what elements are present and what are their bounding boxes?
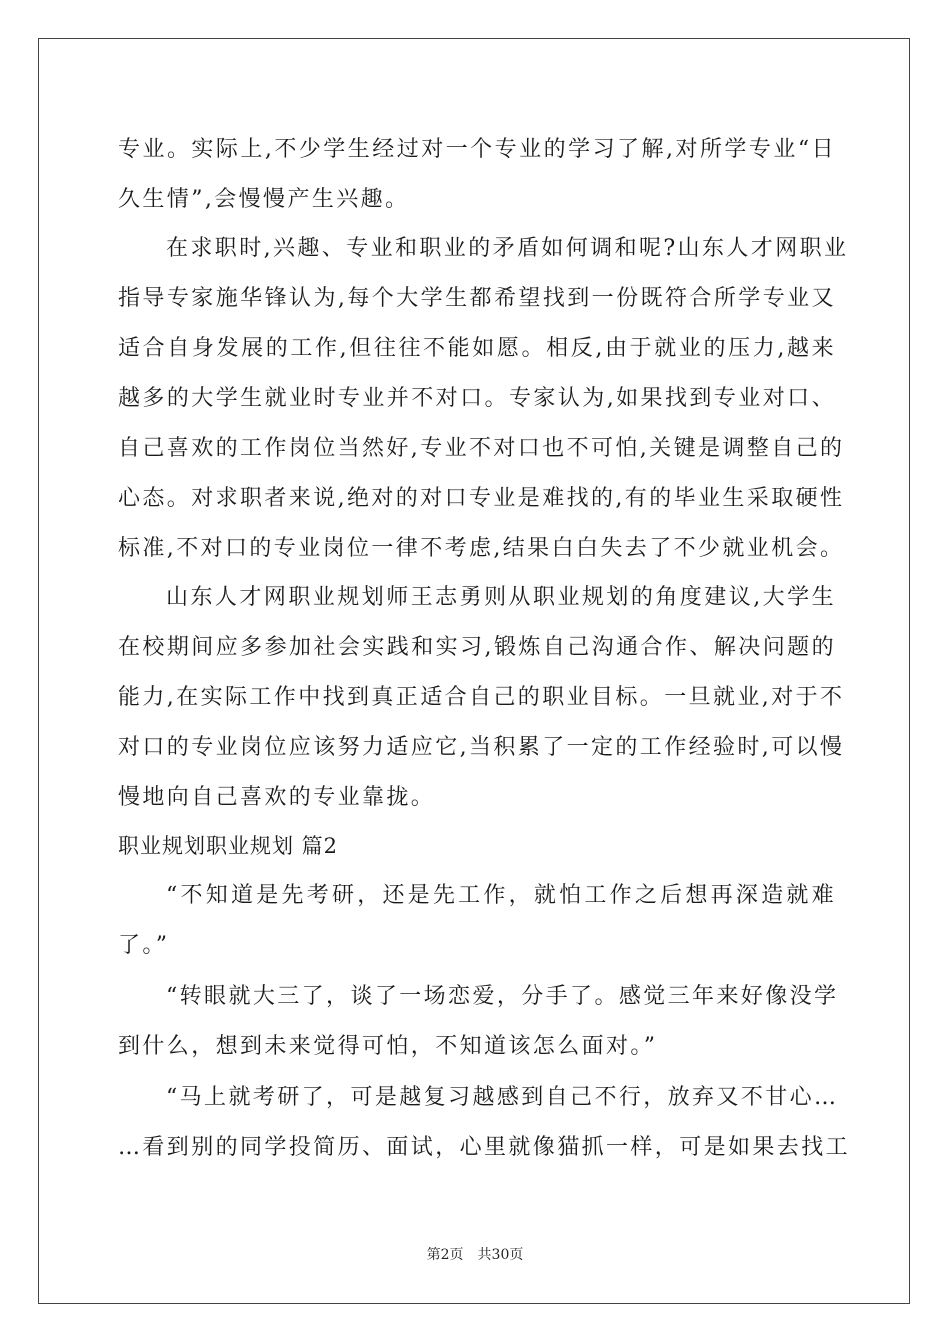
- text-line: 久生情”,会慢慢产生兴趣。: [118, 187, 410, 212]
- text-line: 越多的大学生就业时专业并不对口。专家认为,如果找到专业对口、: [118, 386, 836, 411]
- text-line: 专业。实际上,不少学生经过对一个专业的学习了解,对所学专业“日: [118, 137, 836, 162]
- page-number: 第2页 共30页: [426, 1247, 524, 1263]
- text-line: …看到别的同学投简历、面试，心里就像猫抓一样，可是如果去找工: [118, 1135, 851, 1160]
- text-line: 山东人才网职业规划师王志勇则从职业规划的角度建议,大学生: [166, 585, 836, 610]
- text-line: 能力,在实际工作中找到真正适合自己的职业目标。一旦就业,对于不: [118, 685, 845, 710]
- text-line: 指导专家施华锋认为,每个大学生都希望找到一份既符合所学专业又: [118, 286, 836, 311]
- page-border: [38, 38, 910, 1304]
- text-line: 对口的专业岗位应该努力适应它,当积累了一定的工作经验时,可以慢: [118, 735, 845, 760]
- text-line: “转眼就大三了，谈了一场恋爱，分手了。感觉三年来好像没学: [166, 984, 839, 1009]
- text-line: 了。”: [118, 933, 170, 958]
- text-line: “不知道是先考研，还是先工作，就怕工作之后想再深造就难: [166, 883, 836, 908]
- text-line: 在求职时,兴趣、专业和职业的矛盾如何调和呢?山东人才网职业: [166, 236, 849, 261]
- text-line: 自己喜欢的工作岗位当然好,专业不对口也不可怕,关键是调整自己的: [118, 436, 845, 461]
- text-line: 到什么，想到未来觉得可怕，不知道该怎么面对。”: [118, 1034, 658, 1059]
- text-line: “马上就考研了，可是越复习越感到自己不行，放弃又不甘心…: [166, 1085, 839, 1110]
- text-line: 心态。对求职者来说,绝对的对口专业是难找的,有的毕业生采取硬性: [118, 486, 845, 511]
- text-line: 慢地向自己喜欢的专业靠拢。: [118, 785, 436, 810]
- section-heading: 职业规划职业规划 篇2: [118, 834, 339, 858]
- text-line: 标准,不对口的专业岗位一律不考虑,结果白白失去了不少就业机会。: [118, 536, 845, 561]
- text-line: 在校期间应多参加社会实践和实习,锻炼自己沟通合作、解决问题的: [118, 635, 836, 660]
- text-line: 适合自身发展的工作,但往往不能如愿。相反,由于就业的压力,越来: [118, 336, 836, 361]
